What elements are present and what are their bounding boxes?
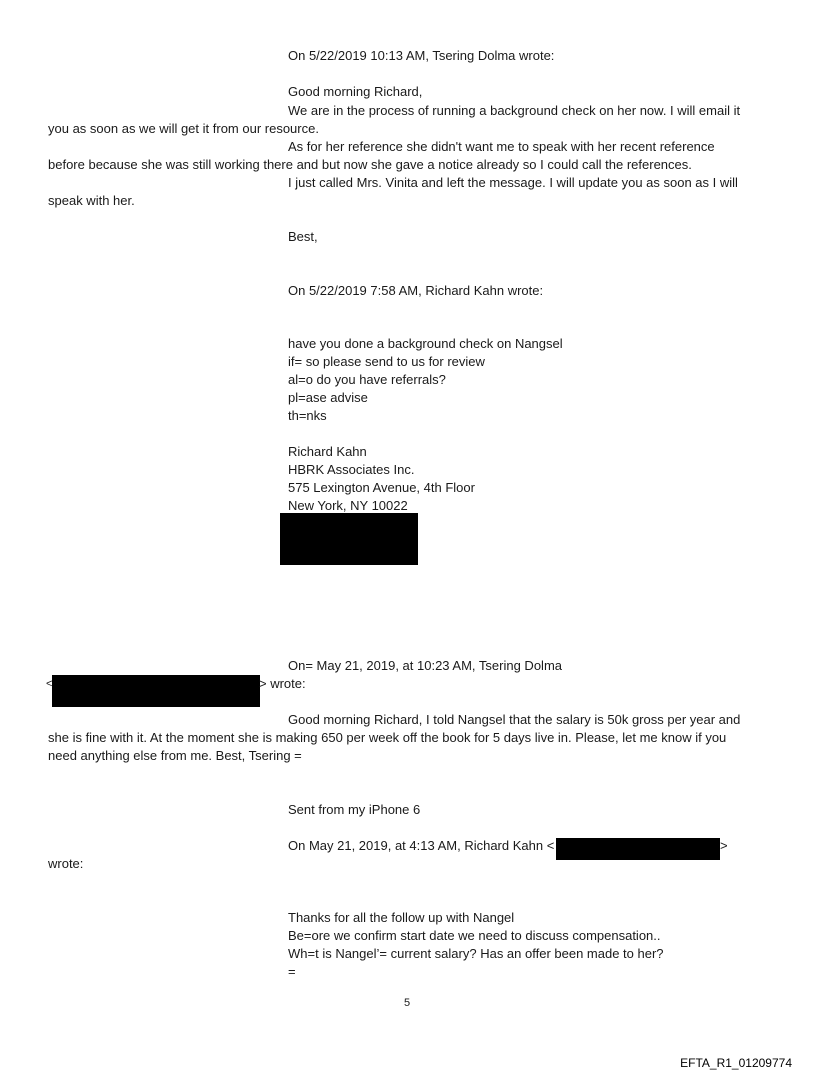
signature-city: New York, NY 10022 <box>288 498 408 513</box>
email3-header-tail: > wrote: <box>259 676 306 691</box>
email4-body-line: = <box>288 964 296 979</box>
email1-paragraph2-line1: As for her reference she didn't want me to speak with her recent reference <box>288 139 715 154</box>
email4-header-close-bracket: > <box>720 838 728 853</box>
document-id: EFTA_R1_01209774 <box>680 1056 792 1070</box>
email1-closing: Best, <box>288 229 318 244</box>
signature-address: 575 Lexington Avenue, 4th Floor <box>288 480 475 495</box>
redaction-box <box>280 513 418 565</box>
email1-paragraph1-line1: We are in the process of running a background check on her now. I will email it <box>288 103 741 118</box>
email3-header: On= May 21, 2019, at 10:23 AM, Tsering Dolma <box>288 658 562 673</box>
email4-wrote: wrote: <box>48 856 84 871</box>
email4-header: On May 21, 2019, at 4:13 AM, Richard Kahn < <box>288 838 555 853</box>
email3-body-line2: she is fine with it. At the moment she is making 650 per week off the book for 5 days live in. Please, let me know if you <box>48 730 727 745</box>
email4-body-line: Thanks for all the follow up with Nangel <box>288 910 515 925</box>
email3-body-line1: Good morning Richard, I told Nangsel that the salary is 50k gross per year and <box>288 712 741 727</box>
email2-header: On 5/22/2019 7:58 AM, Richard Kahn wrote: <box>288 283 544 298</box>
email3-body-line3: need anything else from me. Best, Tsering = <box>48 748 302 763</box>
email1-paragraph3-line2: speak with her. <box>48 193 135 208</box>
signature-company: HBRK Associates Inc. <box>288 462 415 477</box>
email4-body-line: Wh=t is Nangel’= current salary? Has an offer been made to her? <box>288 946 664 961</box>
email1-paragraph1-line2: you as soon as we will get it from our resource. <box>48 121 319 136</box>
email1-paragraph3-line1: I just called Mrs. Vinita and left the message. I will update you as soon as I will <box>288 175 738 190</box>
email1-paragraph2-line2: before because she was still working there and but now she gave a notice already so I could call the references. <box>48 157 692 172</box>
email2-body-line: al=o do you have referrals? <box>288 372 446 387</box>
email1-header: On 5/22/2019 10:13 AM, Tsering Dolma wrote: <box>288 48 555 63</box>
redaction-box <box>556 838 720 860</box>
email2-body-line: if= so please send to us for review <box>288 354 485 369</box>
sent-from-line: Sent from my iPhone 6 <box>288 802 421 817</box>
email1-greeting: Good morning Richard, <box>288 84 423 99</box>
email2-body-line: have you done a background check on Nangsel <box>288 336 563 351</box>
redaction-box <box>52 675 260 707</box>
email2-body-line: th=nks <box>288 408 327 423</box>
email3-header-open-bracket: < <box>46 678 53 690</box>
email2-body-line: pl=ase advise <box>288 390 368 405</box>
email4-body-line: Be=ore we confirm start date we need to discuss compensation.. <box>288 928 661 943</box>
page-number: 5 <box>404 997 411 1009</box>
signature-name: Richard Kahn <box>288 444 367 459</box>
